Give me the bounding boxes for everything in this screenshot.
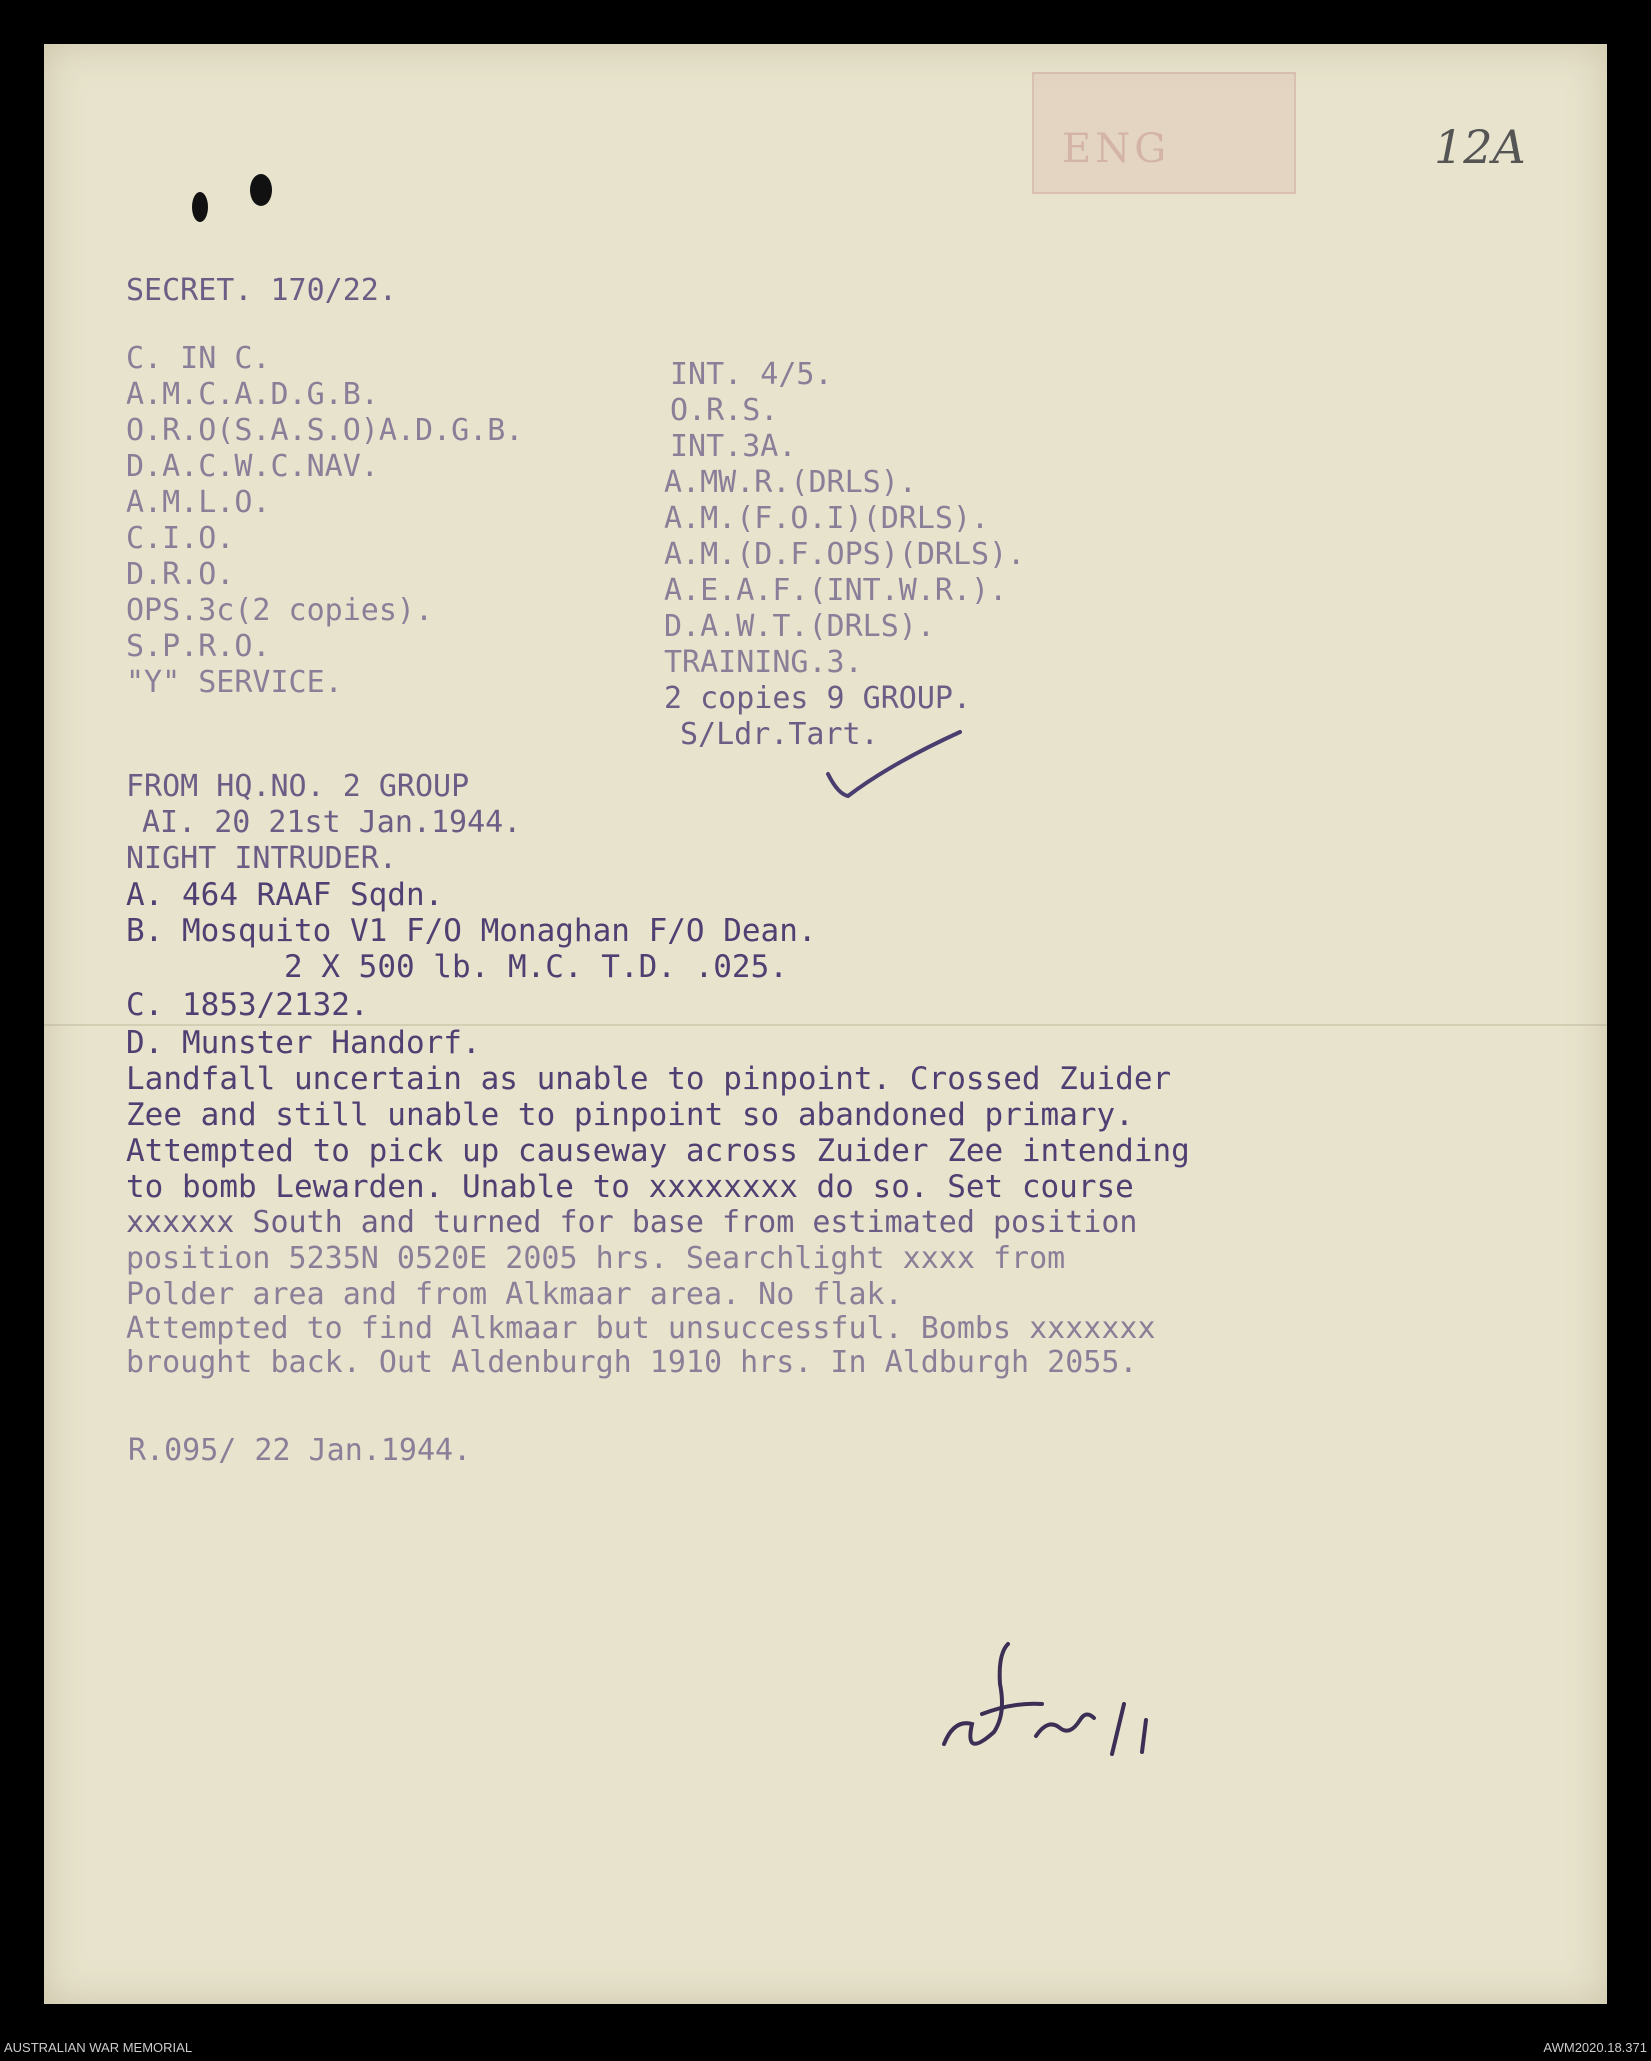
narrative-line: Landfall uncertain as unable to pinpoint. Crossed Zuider <box>126 1061 1172 1097</box>
distribution-item: A.E.A.F.(INT.W.R.). <box>664 573 1008 608</box>
distribution-item: A.M.C.A.D.G.B. <box>126 377 379 412</box>
footer-accession: AWM2020.18.371 <box>1543 2040 1647 2055</box>
narrative-line: Attempted to pick up causeway across Zuider Zee intending <box>126 1133 1190 1169</box>
report-from: FROM HQ.NO. 2 GROUP <box>126 769 470 804</box>
report-item-c: C. 1853/2132. <box>126 987 369 1023</box>
distribution-item: A.M.(F.O.I)(DRLS). <box>664 501 990 536</box>
narrative-line: Zee and still unable to pinpoint so abandoned primary. <box>126 1097 1134 1133</box>
stamp-text: ENG <box>1062 126 1171 172</box>
distribution-item: C. IN C. <box>126 341 271 376</box>
received-stamp <box>1032 72 1296 194</box>
report-ai: AI. 20 21st Jan.1944. <box>142 805 522 840</box>
distribution-item: INT.3A. <box>670 429 797 464</box>
distribution-item: D.R.O. <box>126 557 235 592</box>
report-item-b-load: 2 X 500 lb. M.C. T.D. .025. <box>284 949 788 985</box>
signature <box>924 1624 1264 1794</box>
distribution-item: S/Ldr.Tart. <box>680 717 879 752</box>
page-number: 12A <box>1434 120 1526 174</box>
distribution-item: OPS.3c(2 copies). <box>126 593 434 628</box>
narrative-line: brought back. Out Aldenburgh 1910 hrs. In Aldburgh 2055. <box>126 1345 1138 1380</box>
report-item-b: B. Mosquito V1 F/O Monaghan F/O Dean. <box>126 913 817 949</box>
distribution-item: O.R.O(S.A.S.O)A.D.G.B. <box>126 413 524 448</box>
received-reference: R.095/ 22 Jan.1944. <box>128 1433 472 1468</box>
distribution-item: A.MW.R.(DRLS). <box>664 465 917 500</box>
reference-number: SECRET. 170/22. <box>126 273 397 308</box>
distribution-item: TRAINING.3. <box>664 645 863 680</box>
footer-credit: AUSTRALIAN WAR MEMORIAL <box>4 2040 193 2055</box>
distribution-item: C.I.O. <box>126 521 235 556</box>
distribution-item: S.P.R.O. <box>126 629 271 664</box>
distribution-item: A.M.(D.F.OPS)(DRLS). <box>664 537 1026 572</box>
report-item-d: D. Munster Handorf. <box>126 1025 481 1061</box>
distribution-item: D.A.C.W.C.NAV. <box>126 449 379 484</box>
distribution-item: O.R.S. <box>670 393 779 428</box>
distribution-item: "Y" SERVICE. <box>126 665 343 700</box>
distribution-item: INT. 4/5. <box>670 357 833 392</box>
narrative-line: xxxxxx South and turned for base from estimated position <box>126 1205 1138 1240</box>
distribution-item: A.M.L.O. <box>126 485 271 520</box>
report-item-a: A. 464 RAAF Sqdn. <box>126 877 444 913</box>
document-page <box>44 44 1607 2004</box>
narrative-line: to bomb Lewarden. Unable to xxxxxxxx do so. Set course <box>126 1169 1134 1205</box>
narrative-line: position 5235N 0520E 2005 hrs. Searchlight xxxx from <box>126 1241 1066 1276</box>
report-type: NIGHT INTRUDER. <box>126 841 397 876</box>
narrative-line: Polder area and from Alkmaar area. No flak. <box>126 1277 903 1312</box>
distribution-item: D.A.W.T.(DRLS). <box>664 609 935 644</box>
narrative-line: Attempted to find Alkmaar but unsuccessful. Bombs xxxxxxx <box>126 1311 1156 1346</box>
punch-hole <box>192 192 208 222</box>
punch-hole <box>250 174 272 206</box>
distribution-item: 2 copies 9 GROUP. <box>664 681 972 716</box>
check-mark-icon <box>820 724 970 804</box>
